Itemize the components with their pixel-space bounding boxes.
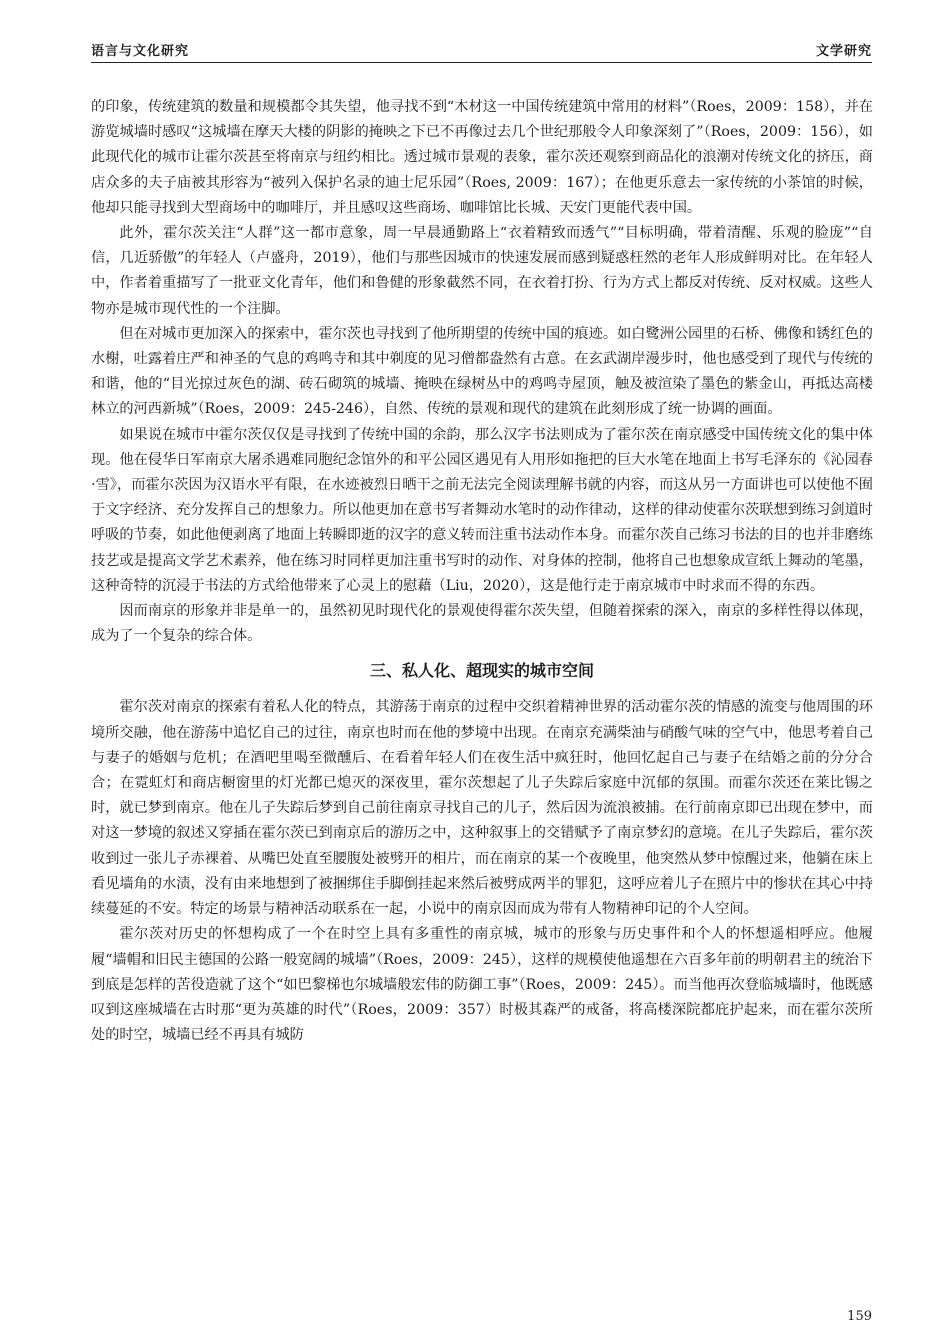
paragraph: 如果说在城市中霍尔茨仅仅是寻找到了传统中国的余韵，那么汉字书法则成为了霍尔茨在南京感受中国传统文化的集中体现。他在侵华日军南京大屠杀遇难同胞纪念馆外的和平公园区遇见有人用形如拖把的巨大水笔在地面上书写毛泽东的《沁园春·雪》，而霍尔茨因为汉语水平有限，在水迹被烈日晒干之前无法完全阅读理解书就的内容，而这从另一方面讲也可以使他不囿于文字经济、充分发挥自己的想象力。所以他更加在意书写者舞动水笔时的动作律动，这样的律动使霍尔茨联想到练习剑道时呼吸的节奏，如此他便剥离了地面上转瞬即逝的汉字的意义转而注重书法动作本身。而霍尔茨自己练习书法的目的也并非磨练技艺或是提高文学艺术素养，他在练习时同样更加注重书写时的动作、对身体的控制，他将自己也想象成宣纸上舞动的笔墨，这种奇特的沉浸于书法的方式给他带来了心灵上的慰藉（Liu，2020），这是他行走于南京城市中时求而不得的东西。 [91, 426, 873, 594]
paragraph: 霍尔茨对历史的怀想构成了一个在时空上具有多重性的南京城，城市的形象与历史事件和个人的怀想遥相呼应。他履履“墙帽和旧民主德国的公路一般宽阔的城墙”（Roes，2009：245），这样的规模使他遥想在六百多年前的明朝君主的统治下到底是怎样的苦役造就了这个“如巴黎梯也尔城墙般宏伟的防御工事”（Roes，2009：245）。而当他再次登临城墙时，他既感叹到这座城墙在古时那“更为英雄的时代”（Roes，2009：357）时极其森严的戒备，将高楼深院都庇护起来，而在霍尔茨所处的时空，城墙已经不再具有城防 [91, 926, 873, 1044]
paragraph: 的印象，传统建筑的数量和规模都令其失望，他寻找不到“木材这一中国传统建筑中常用的材料”（Roes，2009：158），并在游览城墙时感叹“这城墙在摩天大楼的阴影的掩映之下已不再像过去几个世纪那般令人印象深刻了”（Roes，2009：156），如此现代化的城市让霍尔茨甚至将南京与纽约相比。透过城市景观的表象，霍尔茨还观察到商品化的浪潮对传统文化的挤压，商店众多的夫子庙被其形容为“被列入保护名录的迪士尼乐园”（Roes, 2009：167）；在他更乐意去一家传统的小茶馆的时候，他却只能寻找到大型商场中的咖啡厅，并且感叹这些商场、咖啡馆比长城、天安门更能代表中国。 [91, 99, 873, 216]
article-body [91, 95, 873, 1048]
section-heading: 三、私人化、超现实的城市空间 [369, 661, 594, 681]
paragraph: 但在对城市更加深入的探索中，霍尔茨也寻找到了他所期望的传统中国的痕迹。如白鹭洲公园里的石桥、佛像和锈红色的水榭，吐露着庄严和神圣的气息的鸡鸣寺和其中剃度的见习僧都盎然有古意。在玄武湖岸漫步时，他也感受到了现代与传统的和谐，他的“目光掠过灰色的湖、砖石砌筑的城墙、掩映在绿树丛中的鸡鸣寺屋顶，触及被渲染了墨色的紫金山，再抵达高楼林立的河西新城”（Roes，2009：245-246），自然、传统的景观和现代的建筑在此刻形成了统一协调的画面。 [91, 325, 873, 418]
section-name: 文学研究 [815, 44, 872, 59]
running-header [91, 40, 872, 63]
journal-name: 语言与文化研究 [91, 44, 190, 59]
paragraph: 霍尔茨对南京的探索有着私人化的特点，其游荡于南京的过程中交织着精神世界的活动霍尔茨的情感的流变与他周围的环境所交融，他在游荡中追忆自己的过往，南京也时而在他的梦境中出现。在南京充满柴油与硝酸气味的空气中，他思考着自己与妻子的婚姻与危机；在酒吧里喝至微醺后、在看着年轻人们在夜生活中疯狂时，他回忆起自己与妻子在结婚之前的分分合合；在霓虹灯和商店橱窗里的灯光都已熄灭的深夜里，霍尔茨想起了儿子失踪后家庭中沉郁的氛围。而霍尔茨还在莱比锡之时，就已梦到南京。他在儿子失踪后梦到自己前往南京寻找自己的儿子，然后因为流浪被捕。在行前南京即已出现在梦中，而对这一梦境的叙述又穿插在霍尔茨已到南京后的游历之中，这种叙事上的交错赋予了南京梦幻的意境。在儿子失踪后，霍尔茨收到过一张儿子赤裸着、从嘴巴处直至腰腹处被劈开的相片，而在南京的某一个夜晚里，他突然从梦中惊醒过来，他躺在床上看见墙角的水渍，没有由来地想到了被捆绑住手脚倒挂起来然后被劈成两半的罪犯，这呼应着儿子在照片中的惨状在其心中持续蔓延的不安。特定的场景与精神活动联系在一起，小说中的南京因而成为带有人物精神印记的个人空间。 [91, 699, 873, 918]
paragraph: 此外，霍尔茨关注“人群”这一都市意象，周一早晨通勤路上“衣着精致而透气”“目标明确，带着清醒、乐观的脸庞”“自信，几近骄傲”的年轻人（卢盛舟，2019），他们与那些因城市的快速发展而感到疑惑枉然的老年人形成鲜明对比。在年轻人中，作者着重描写了一批亚文化青年，他们和鲁健的形象截然不同，在衣着打扮、行为方式上都反对传统、反对权威。这些人物亦是城市现代性的一个注脚。 [91, 225, 873, 317]
page-number: 159 [847, 1309, 872, 1324]
paragraph: 因而南京的形象并非是单一的，虽然初见时现代化的景观使得霍尔茨失望，但随着探索的深入，南京的多样性得以体现，成为了一个复杂的综合体。 [91, 603, 873, 645]
